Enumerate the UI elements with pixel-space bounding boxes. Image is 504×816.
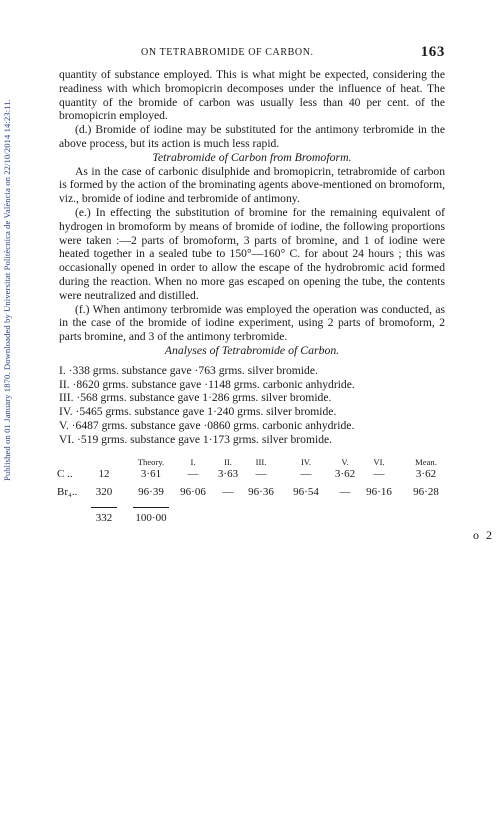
- section-heading: Analyses of Tetrabromide of Carbon.: [164, 342, 340, 357]
- page-number: 163: [420, 44, 445, 60]
- table-cell: —: [255, 467, 267, 480]
- table-cell: —: [187, 467, 199, 480]
- analysis-line: III. ·568 grms. substance gave 1·286 grms. silver bromide.: [59, 391, 332, 405]
- table-cell: 96·16: [366, 485, 392, 498]
- table-cell: 96·39: [138, 485, 164, 498]
- analysis-line: IV. ·5465 grms. substance gave 1·240 grms. silver bromide.: [59, 405, 337, 419]
- table-header: VI.: [373, 456, 385, 467]
- paragraph: quantity of substance employed. This is what might be expected, considering the readiness with which bromopicrin decomposes under the influence of heat. The quantity of the bromide of carbon was usually less than 40 per cent. of the bromopicrin employed.: [59, 68, 445, 123]
- table-header: II.: [224, 456, 232, 467]
- analysis-line: I. ·338 grms. substance gave ·763 grms. silver bromide.: [59, 363, 318, 377]
- signature-mark: o 2: [473, 528, 494, 542]
- table-total: 332: [95, 511, 113, 524]
- table-cell: —: [300, 467, 312, 480]
- running-title: ON TETRABROMIDE OF CARBON.: [141, 47, 314, 58]
- table-header: Theory.: [137, 456, 165, 467]
- table-cell: 3·63: [217, 467, 239, 480]
- sum-rule: [133, 507, 169, 508]
- analysis-line: II. ·8620 grms. substance gave ·1148 grms. carbonic anhydride.: [59, 377, 355, 391]
- table-cell: 96·36: [248, 485, 274, 498]
- table-cell: —: [222, 485, 234, 498]
- paragraph: As in the case of carbonic disulphide and bromopicrin, tetrabromide of carbon is formed by the action of the brominating agents above-mentioned on bromoform, viz., bromide of iodine and terbromide of antimony.: [59, 164, 445, 206]
- table-header: IV.: [300, 456, 312, 467]
- table-total: 100·00: [135, 511, 167, 524]
- table-header: V.: [341, 456, 349, 467]
- table-cell: C ..: [57, 467, 73, 480]
- table-cell: 3·62: [415, 467, 437, 480]
- table-header: Mean.: [415, 456, 437, 467]
- analysis-line: VI. ·519 grms. substance gave 1·173 grms. silver bromide.: [59, 432, 333, 446]
- section-heading: Tetrabromide of Carbon from Bromoform.: [152, 149, 352, 164]
- page-header: [59, 45, 445, 61]
- table-cell: 96·54: [293, 485, 319, 498]
- sum-rule: [91, 507, 117, 508]
- table-cell: 3·61: [140, 467, 162, 480]
- page: [59, 45, 445, 537]
- table-cell: Br₄..: [57, 485, 78, 498]
- download-stamp: Published on 01 January 1870. Downloaded by Universitat Politècnica de València on 22/10/2014 14:23:11.: [2, 99, 12, 481]
- paragraph: (f.) When antimony terbromide was employed the operation was conducted, as in the case of the bromide of iodine experiment, using 2 parts of bromoform, 2 parts bromine, and 3 of the antimony terbromide.: [59, 302, 445, 344]
- table-cell: 3·62: [334, 467, 356, 480]
- paragraph: (d.) Bromide of iodine may be substituted for the antimony terbromide in the above process, but its action is much less rapid.: [59, 123, 445, 150]
- table-cell: 96·28: [413, 485, 439, 498]
- analyses-list: [59, 364, 445, 447]
- table-cell: 320: [95, 485, 113, 498]
- body-text: [59, 68, 445, 358]
- analysis-line: V. ·6487 grms. substance gave ·0860 grms. carbonic anhydride.: [59, 418, 355, 432]
- table-cell: 12: [98, 467, 110, 480]
- table-header: I.: [190, 456, 196, 467]
- paragraph: (e.) In effecting the substitution of bromine for the remaining equivalent of hydrogen in bromoform by means of bromide of iodine, the following proportions were taken :—2 parts of bromoform, 3 parts of bromine, and 1 of iodine were heated together in a sealed tube to 150°—160° C. for about 24 hours ; this was occasionally opened in order to allow the escape of the hydrobromic acid formed during the reaction. When no more gas escaped on opening the tube, the contents were neutralized and distilled.: [59, 205, 445, 302]
- table-cell: —: [373, 467, 385, 480]
- table-cell: 96·06: [180, 485, 206, 498]
- table-header: III.: [255, 456, 267, 467]
- table-cell: —: [339, 485, 351, 498]
- results-table: [59, 457, 445, 537]
